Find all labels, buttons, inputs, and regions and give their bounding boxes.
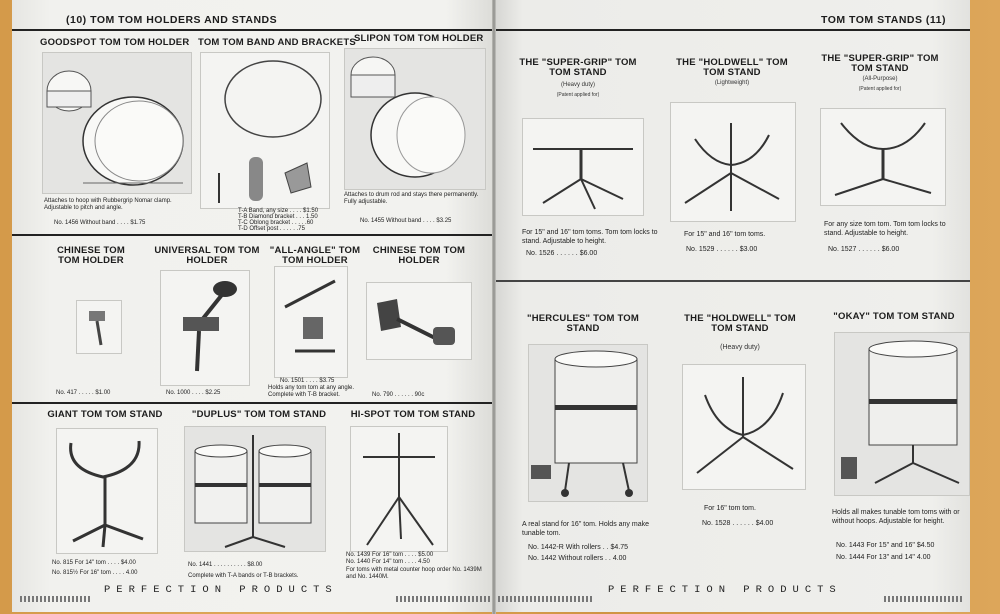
item-title: GOODSPOT TOM TOM HOLDER — [40, 37, 190, 48]
drum-illustration — [345, 49, 485, 189]
item-caption: Attaches to hoop with Rubbergrip Nomar clamp. Adjustable to pitch and angle. — [44, 198, 172, 211]
drum-on-stand-illustration — [529, 345, 647, 501]
item-price-0: No. 1439 For 16" tom . . . . $5.00 — [346, 552, 434, 558]
item-caption: Attaches to drum rod and stays there permanently. Fully adjustable. — [344, 192, 479, 205]
item-price-1: No. 1440 For 14" tom . . . . 4.50 — [346, 559, 430, 565]
item-subtitle: (Heavy duty) — [560, 82, 595, 88]
holdwell-light-photo — [670, 102, 796, 222]
goodspot-holder-photo — [42, 52, 192, 194]
item-title: "HERCULES" TOM TOM STAND — [526, 313, 639, 334]
item-title: CHINESE TOM TOM HOLDER — [56, 245, 125, 266]
item-caption: For any size tom tom. Tom tom locks to stand. Adjustable to height. — [824, 221, 946, 237]
clamp-illustration — [77, 301, 121, 353]
footer-ornament — [498, 596, 594, 602]
drum-illustration — [43, 53, 191, 193]
item-title: "OKAY" TOM TOM STAND — [833, 311, 955, 322]
item-title: CHINESE TOM TOM HOLDER — [372, 245, 466, 266]
super-grip-heavy-photo — [522, 118, 644, 216]
item-price-1: No. 1444 For 13" and 14" 4.00 — [836, 554, 931, 561]
clamp-illustration — [161, 271, 249, 385]
item-subtitle: (All-Purpose) — [862, 76, 898, 82]
item-caption: Holds all makes tunable tom toms with or without hoops. Adjustable for height. — [832, 509, 960, 525]
band-brackets-photo — [200, 52, 330, 209]
right-page-header: TOM TOM STANDS (11) — [820, 14, 946, 26]
item-subtitle: (Heavy duty) — [720, 344, 760, 351]
footer-ornament — [20, 596, 90, 602]
super-grip-allpurpose-photo — [820, 108, 946, 206]
item-price-0: No. 815 For 14" tom . . . . $4.00 — [52, 560, 136, 566]
stand-illustration — [683, 365, 805, 489]
item-price: No. 1000 . . . . $2.25 — [166, 390, 221, 396]
left-page-footer: PERFECTION PRODUCTS — [104, 584, 338, 596]
item-title: THE "SUPER-GRIP" TOM TOM STAND — [821, 53, 939, 74]
item-price: No. 1529 . . . . . . $3.00 — [686, 246, 758, 253]
item-title: GIANT TOM TOM STAND — [47, 409, 163, 420]
universal-holder-photo — [160, 270, 250, 386]
item-caption: For 16" tom tom. — [704, 505, 756, 512]
left-page — [12, 0, 494, 612]
item-price-1: T-B Diamond bracket . . . 1.50 — [238, 214, 318, 220]
footer-ornament — [884, 596, 964, 602]
item-price-0: No. 1442-R With rollers . . $4.75 — [528, 544, 628, 551]
all-angle-holder-photo — [274, 266, 348, 378]
chinese-holder-photo — [76, 300, 122, 354]
stand-illustration — [351, 427, 447, 551]
item-caption: Holds any tom tom at any angle. Complete with T-B bracket. — [268, 385, 355, 398]
right-page — [494, 0, 970, 612]
hi-spot-stand-photo — [350, 426, 448, 552]
clamp-illustration — [367, 283, 471, 359]
section-divider — [494, 280, 970, 282]
item-title: THE "HOLDWELL" TOM TOM STAND — [676, 57, 788, 78]
item-title: THE "SUPER-GRIP" TOM TOM STAND — [519, 57, 637, 78]
item-caption: Complete with T-A bands or T-B brackets. — [188, 573, 299, 579]
slipon-holder-photo — [344, 48, 486, 190]
item-price: No. 1455 Without band . . . . $3.25 — [360, 218, 452, 224]
item-title: UNIVERSAL TOM TOM HOLDER — [154, 245, 260, 266]
item-subtitle: (Lightweight) — [714, 80, 750, 86]
item-price-1: No. 815½ For 16" tom . . . . 4.00 — [52, 570, 138, 576]
item-price-3: T-D Offset post . . . . . .75 — [238, 226, 305, 232]
left-page-header: (10) TOM TOM HOLDERS AND STANDS — [66, 14, 278, 26]
clamp-illustration — [275, 267, 347, 377]
giant-stand-photo — [56, 428, 158, 554]
item-price: No. 1456 Without band . . . . $1.75 — [54, 220, 146, 226]
section-divider — [12, 402, 494, 404]
item-price: No. 1501 . . . . $3.75 — [280, 378, 335, 384]
item-price: No. 1441 . . . . . . . . . . $8.00 — [188, 562, 263, 568]
header-rule — [494, 29, 970, 31]
item-title: THE "HOLDWELL" TOM TOM STAND — [684, 313, 796, 334]
item-price-2: T-C Oblong bracket . . . . .60 — [238, 220, 314, 226]
patent-note: (Patent applied for) — [858, 86, 902, 92]
item-caption: A real stand for 16" tom. Holds any make tunable tom. — [522, 521, 649, 537]
stand-illustration — [523, 119, 643, 215]
drum-on-stand-illustration — [835, 333, 969, 495]
chinese-holder-2-photo — [366, 282, 472, 360]
item-title: HI-SPOT TOM TOM STAND — [350, 409, 476, 420]
drums-on-stand-illustration — [185, 427, 325, 551]
item-title: TOM TOM BAND AND BRACKETS — [198, 37, 356, 48]
okay-stand-photo — [834, 332, 970, 496]
item-title: "DUPLUS" TOM TOM STAND — [191, 409, 327, 420]
hercules-stand-photo — [528, 344, 648, 502]
duplus-stand-photo — [184, 426, 326, 552]
item-price-0: T-A Band, any size . . . . $1.50 — [238, 208, 319, 214]
item-price: No. 1528 . . . . . . $4.00 — [702, 520, 774, 527]
stand-illustration — [671, 103, 795, 221]
item-price: No. 1527 . . . . . . $6.00 — [828, 246, 900, 253]
item-caption: For toms with metal counter hoop order No. 1439M and No. 1440M. — [346, 567, 482, 580]
item-price: No. 1526 . . . . . . $6.00 — [526, 250, 598, 257]
right-page-footer: PERFECTION PRODUCTS — [608, 584, 842, 596]
patent-note: (Patent applied for) — [556, 92, 600, 98]
footer-ornament — [396, 596, 492, 602]
item-title: SLIPON TOM TOM HOLDER — [354, 33, 484, 44]
item-price: No. 417 . . . . . $1.00 — [56, 390, 111, 396]
item-caption: For 15" and 16" tom toms. — [684, 231, 766, 238]
item-price-0: No. 1443 For 15" and 16" $4.50 — [836, 542, 935, 549]
item-price-1: No. 1442 Without rollers . . 4.00 — [528, 555, 627, 562]
item-caption: For 15" and 16" tom toms. Tom tom locks to stand. Adjustable to height. — [522, 229, 658, 245]
stand-illustration — [57, 429, 157, 553]
holdwell-heavy-photo — [682, 364, 806, 490]
item-price: No. 790 . . . . . . 90c — [372, 392, 425, 398]
item-title: "ALL-ANGLE" TOM TOM HOLDER — [269, 245, 361, 266]
stand-illustration — [821, 109, 945, 205]
section-divider — [12, 234, 494, 236]
book-spine — [492, 0, 496, 614]
band-illustration — [201, 53, 329, 208]
header-rule — [12, 29, 494, 31]
